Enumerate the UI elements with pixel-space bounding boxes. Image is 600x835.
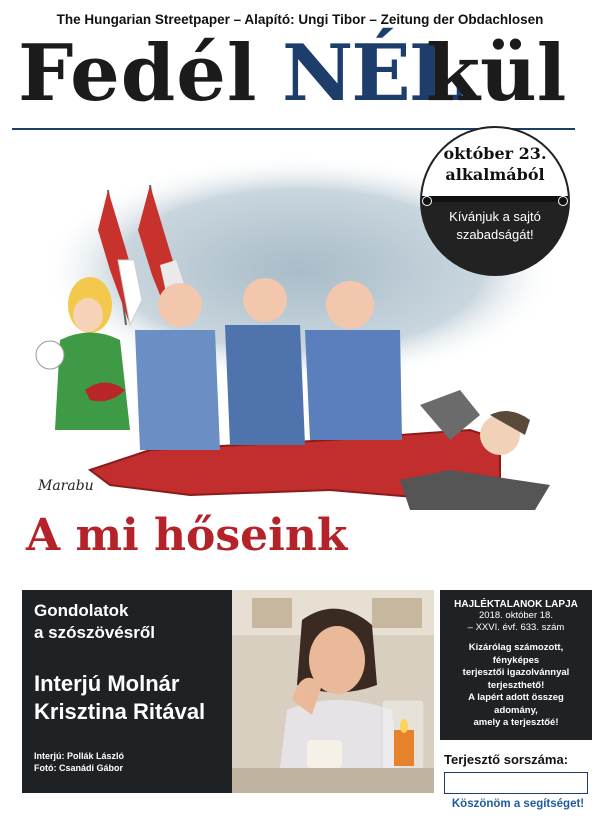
info-header: HAJLÉKTALANOK LAPJA — [454, 599, 578, 610]
masthead-word-fedel: Fedél — [18, 28, 258, 119]
tagline: The Hungarian Streetpaper – Alapító: Ungi Tibor – Zeitung der Obdachlosen — [56, 12, 544, 27]
three-politicians — [135, 278, 402, 450]
occasion-badge — [420, 126, 570, 276]
note-line: terjeszthető! — [487, 679, 545, 691]
distributor-number-field[interactable] — [444, 772, 588, 794]
badge-occasion: alkalmából — [445, 165, 545, 184]
credit-interview: Interjú: Pollák László — [34, 751, 125, 761]
distributor-number-label: Terjesztő sorszáma: — [444, 752, 569, 767]
badge-message-line2: szabadságát! — [456, 227, 534, 242]
info-box — [440, 590, 592, 740]
badge-message-line1: Kívánjuk a sajtó — [449, 209, 541, 224]
issue-date: 2018. október 18. — [479, 610, 553, 621]
credit-photo: Fotó: Csanádi Gábor — [34, 763, 124, 773]
badge-date: október 23. — [443, 144, 547, 163]
cover-headline: A mi hőseink — [26, 510, 348, 561]
note-line: Kizárólag számozott, — [468, 642, 564, 653]
interview-title-line2: Krisztina Ritával — [34, 699, 206, 724]
note-line: fényképes — [492, 654, 540, 666]
thanks-text: Köszönöm a segítséget! — [451, 798, 585, 810]
feature-panel — [22, 590, 434, 793]
masthead-word-kul: kül — [426, 28, 567, 119]
feature-line2: a szószövésről — [34, 623, 155, 642]
note-line: amely a terjesztőé! — [473, 717, 559, 728]
note-line: A lapért adott összeg — [468, 692, 564, 703]
badge-dot-left — [422, 196, 432, 206]
masthead-logo — [18, 28, 588, 126]
note-line: terjesztői igazolvánnyal — [462, 667, 570, 678]
badge-dot-right — [558, 196, 568, 206]
portrait-photo — [232, 590, 434, 793]
feature-line1: Gondolatok — [34, 601, 129, 620]
issue-number: – XXVI. évf. 633. szám — [467, 622, 565, 633]
masthead-word-nel: NÉL — [282, 28, 462, 119]
note-line: adomány, — [494, 704, 538, 716]
cartoonist-signature: Marabu — [38, 478, 94, 494]
interview-title-line1: Interjú Molnár — [34, 671, 180, 696]
